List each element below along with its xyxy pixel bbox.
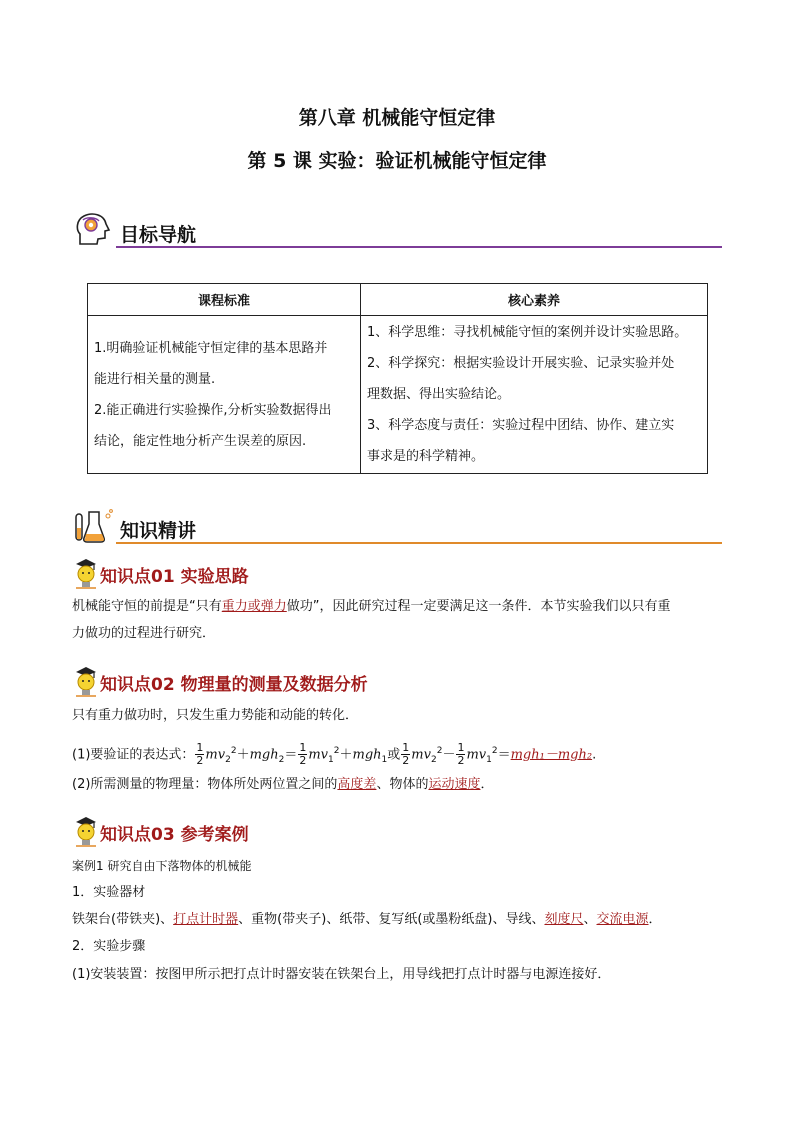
answer-height-difference: 高度差 <box>337 777 377 792</box>
lightbulb-graduate-icon <box>72 814 100 848</box>
step-1: (1)安装装置：按图甲所示把打点计时器安装在铁架台上，用导线把打点计时器与电源连接好． <box>72 967 611 982</box>
brain-gear-icon <box>74 212 114 248</box>
knowledge-point-02-label: 知识点02 物理量的测量及数据分析 <box>100 675 368 695</box>
text-span: 、重物(带夹子)、纸带、复写纸(或墨粉纸盘)、导线、 <box>238 912 545 927</box>
fraction-half: $\frac{1}{2}$ <box>196 741 204 768</box>
chapter-title: 第八章 机械能守恒定律 <box>298 107 496 129</box>
standard-line: 1.明确验证机械能守恒定律的基本思路并 <box>94 340 328 356</box>
knowledge-point-02 <box>72 664 472 698</box>
kp2-formula: (1)要验证的表达式： $\frac{1}{2}$ $mv_2^2+mgh_2=$ $\frac{1}{2}$ $mv_1^2+mgh_1$或 $\frac{1}{2}$ $mv_2^2-$ $\frac{1}{2}$ $mv_1^2=mgh_1-mgh_2$. <box>72 741 597 768</box>
answer-velocity: 运动速度 <box>428 777 481 792</box>
literacy-line: 事求是的科学精神。 <box>367 449 485 464</box>
answer-timer: 打点计时器 <box>173 912 239 927</box>
fraction-half: $\frac{1}{2}$ <box>457 741 465 768</box>
literacy-line: 1、科学思维：寻找机械能守恒的案例并设计实验思路。 <box>367 325 688 340</box>
answer-ruler: 刻度尺 <box>544 912 584 927</box>
text-span: (2)所需测量的物理量：物体所处两位置之间的 <box>72 777 338 792</box>
section-goal-nav-line <box>116 246 722 248</box>
kp1-paragraph <box>72 593 732 647</box>
case-title: 案例1 研究自由下落物体的机械能 <box>72 859 252 873</box>
kp2-paragraph: 只有重力做功时，只发生重力势能和动能的转化． <box>72 708 359 723</box>
kp2-quantities <box>72 771 732 798</box>
text-span: . <box>592 747 597 763</box>
text-span: 做功”，因此研究过程一定要满足这一条件．本节实验我们以只有重 <box>286 599 671 614</box>
text-span: 力做功的过程进行研究． <box>72 626 216 641</box>
knowledge-point-03-label: 知识点03 参考案例 <box>100 825 249 845</box>
standard-line: 2.能正确进行实验操作,分析实验数据得出 <box>94 402 332 418</box>
section-goal-nav-label: 目标导航 <box>120 224 197 246</box>
literacy-cell <box>361 316 708 474</box>
steps-heading: 2．实验步骤 <box>72 939 146 954</box>
fraction-half: $\frac{1}{2}$ <box>299 741 307 768</box>
knowledge-point-01 <box>72 556 472 590</box>
text-span: 、 <box>583 912 597 927</box>
section-knowledge <box>74 508 722 544</box>
literacy-line: 2、科学探究：根据实验设计开展实验、记录实验并处 <box>367 356 675 371</box>
materials-list <box>72 906 732 933</box>
standard-line: 结论，能定性地分析产生误差的原因. <box>94 433 307 449</box>
standard-line: 能进行相关量的测量. <box>94 371 216 387</box>
text-span: 机械能守恒的前提是“只有 <box>72 599 222 614</box>
standards-table <box>87 283 708 474</box>
answer-gravity-or-elastic: 重力或弹力 <box>221 599 287 614</box>
table-header-literacy: 核心素养 <box>361 284 708 316</box>
standard-cell <box>88 316 361 474</box>
section-goal-nav <box>74 212 722 248</box>
text-span: ． <box>480 777 494 792</box>
answer-formula: mgh₁－mgh₂ <box>510 747 593 763</box>
lightbulb-graduate-icon <box>72 664 100 698</box>
literacy-line: 理数据、得出实验结论。 <box>367 387 511 402</box>
text-span: (1)要验证的表达式： <box>72 747 195 763</box>
text-span: 、物体的 <box>376 777 429 792</box>
knowledge-point-03 <box>72 814 472 848</box>
lightbulb-graduate-icon <box>72 556 100 590</box>
answer-ac-power: 交流电源 <box>596 912 649 927</box>
lab-flask-icon <box>74 508 116 544</box>
knowledge-point-01-label: 知识点01 实验思路 <box>100 567 249 587</box>
text-span: 或 <box>387 747 401 763</box>
section-knowledge-line <box>116 542 722 544</box>
table-header-standard: 课程标准 <box>88 284 361 316</box>
section-knowledge-label: 知识精讲 <box>120 520 197 542</box>
fraction-half: $\frac{1}{2}$ <box>402 741 410 768</box>
lesson-title: 第 5 课 实验：验证机械能守恒定律 <box>247 150 547 172</box>
materials-heading: 1．实验器材 <box>72 885 146 900</box>
text-span: ． <box>648 912 662 927</box>
text-span: 铁架台(带铁夹)、 <box>72 912 174 927</box>
literacy-line: 3、科学态度与责任：实验过程中团结、协作、建立实 <box>367 418 675 433</box>
